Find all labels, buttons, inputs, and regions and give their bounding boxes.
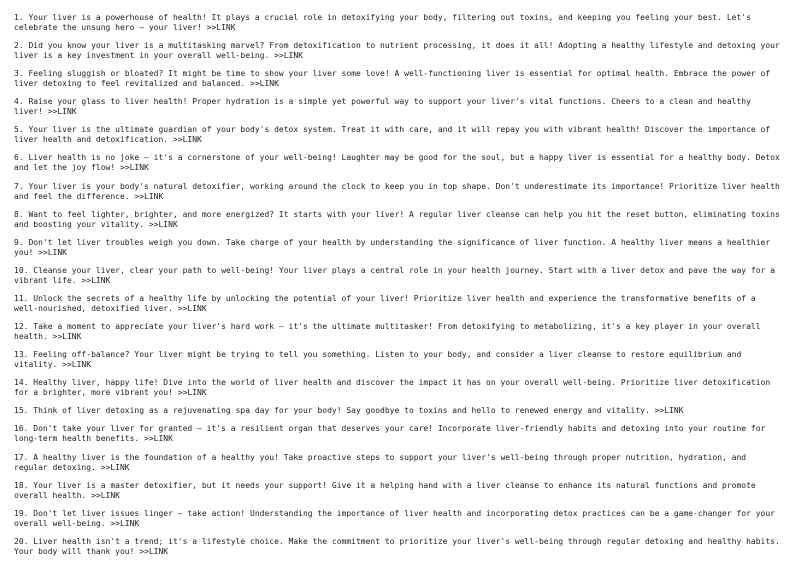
list-item: 19. Don't let liver issues linger – take action! Understanding the importance of liver health and incorporating detox practices can be a game-changer for your overall well-being. >>LINK (14, 508, 775, 528)
list-item: 9. Don't let liver troubles weigh you down. Take charge of your health by understanding the significance of liver function. A healthy liver means a healthier you! >>LINK (14, 237, 771, 257)
list-item: 15. Think of liver detoxing as a rejuvenating spa day for your body! Say goodbye to toxins and hello to renewed energy and vitality. >>LINK (14, 406, 684, 416)
list-item: 7. Your liver is your body's natural detoxifier, working around the clock to keep you in top shape. Don't underestimate its importance! Prioritize liver health and feel the difference. >>LINK (14, 181, 780, 201)
list-item: 4. Raise your glass to liver health! Proper hydration is a simple yet powerful way to support your liver's vital functions. Cheers to a clean and healthy liver! >>LINK (14, 97, 751, 117)
list-item: 8. Want to feel lighter, brighter, and more energized? It starts with your liver! A regular liver cleanse can help you hit the reset button, eliminating toxins and boosting your vitality. >>LINK (14, 209, 780, 229)
list-item: 6. Liver health is no joke – it's a cornerstone of your well-being! Laughter may be good for the soul, but a happy liver is essential for a healthy body. Detox and let the joy flow! >>LINK (14, 153, 780, 173)
list-item: 13. Feeling off-balance? Your liver might be trying to tell you something. Listen to your body, and consider a liver cleanse to restore equilibrium and vitality. >>LINK (14, 350, 742, 370)
list-item: 5. Your liver is the ultimate guardian of your body's detox system. Treat it with care, and it will repay you with vibrant health! Discover the importance of liver health and detoxification. >>LINK (14, 125, 771, 145)
list-item: 18. Your liver is a master detoxifier, but it needs your support! Give it a helping hand with a liver cleanse to enhance its natural functions and promote overall health. >>LINK (14, 480, 756, 500)
list-item: 10. Cleanse your liver, clear your path to well-being! Your liver plays a central role in your health journey. Start with a liver detox and pave the way for a vibrant life. >>LINK (14, 265, 775, 285)
list-item: 16. Don't take your liver for granted – it's a resilient organ that deserves your care! Incorporate liver-friendly habits and detoxing into your routine for long-term health benefits. >>LINK (14, 424, 766, 444)
list-item: 20. Liver health isn't a trend; it's a lifestyle choice. Make the commitment to prioritize your liver's well-being through regular detoxing and healthy habits. Your body will thank you! >>LINK (14, 536, 780, 556)
list-item: 3. Feeling sluggish or bloated? It might be time to show your liver some love! A well-functioning liver is essential for optimal health. Embrace the power of liver detoxing to feel revitalized and balanced. >>LINK (14, 69, 771, 89)
list-item: 12. Take a moment to appreciate your liver's hard work – it's the ultimate multitasker! From detoxifying to metabolizing, it's a key player in your overall health. >>LINK (14, 322, 761, 342)
document-body (14, 13, 782, 565)
list-item: 2. Did you know your liver is a multitasking marvel? From detoxification to nutrient processing, it does it all! Adopting a healthy lifestyle and detoxing your liver is a key investment in your overall well-being. >>LINK (14, 41, 780, 61)
list-item: 14. Healthy liver, happy life! Dive into the world of liver health and discover the impact it has on your overall well-being. Prioritize liver detoxification for a brighter, more vibrant you! >>LINK (14, 378, 771, 398)
list-item: 11. Unlock the secrets of a healthy life by unlocking the potential of your liver! Prioritize liver health and experience the transformative benefits of a well-nourished, detoxified liver. >>LINK (14, 293, 756, 313)
list-item: 1. Your liver is a powerhouse of health! It plays a crucial role in detoxifying your body, filtering out toxins, and keeping you feeling your best. Let's celebrate the unsung hero – your liver! >>LINK (14, 13, 751, 32)
list-item: 17. A healthy liver is the foundation of a healthy you! Take proactive steps to support your liver's well-being through proper nutrition, hydration, and regular detoxing. >>LINK (14, 452, 747, 472)
